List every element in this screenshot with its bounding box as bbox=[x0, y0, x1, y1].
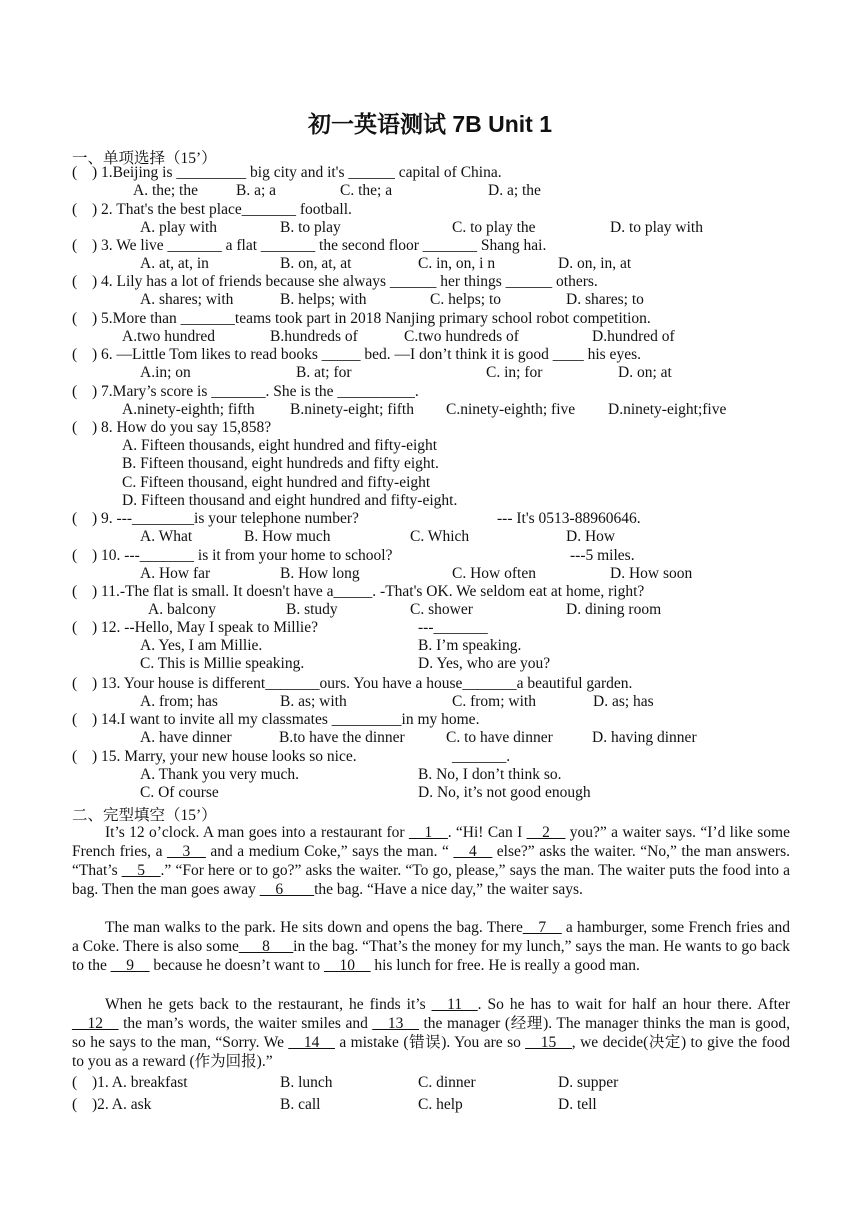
passage-text: his lunch for free. He is really a good man. bbox=[370, 957, 640, 974]
option-d[interactable]: D. How soon bbox=[610, 565, 693, 583]
answer-paren[interactable]: ( bbox=[72, 164, 78, 181]
answer-paren[interactable]: ( bbox=[72, 619, 78, 636]
option-d[interactable]: D. as; has bbox=[593, 693, 654, 711]
option-d[interactable]: D. tell bbox=[558, 1096, 597, 1113]
question-text: ) 5.More than _______teams took part in 2018 Nanjing primary school robot competition. bbox=[92, 310, 651, 327]
passage-text: The man walks to the park. He sits down and opens the bag. There bbox=[105, 919, 523, 936]
passage-text: It’s 12 o’clock. A man goes into a restaurant for bbox=[105, 824, 409, 841]
option-a[interactable]: )2. A. ask bbox=[92, 1096, 152, 1113]
passage-paragraph bbox=[72, 995, 790, 1071]
answer-paren[interactable]: ( bbox=[72, 273, 78, 290]
answer-paren[interactable]: ( bbox=[72, 1074, 78, 1091]
option-b[interactable]: B. I’m speaking. bbox=[418, 637, 522, 655]
option-a[interactable]: A. Yes, I am Millie. bbox=[140, 637, 263, 655]
question-text: ) 13. Your house is different_______ours. You have a house_______a beautiful garden. bbox=[92, 675, 633, 692]
answer-paren[interactable]: ( bbox=[72, 346, 78, 363]
option-d[interactable]: D. a; the bbox=[488, 182, 541, 200]
option-a[interactable]: A. balcony bbox=[148, 601, 217, 619]
question-11 bbox=[72, 583, 644, 601]
passage-text: because he doesn’t want to bbox=[149, 957, 324, 974]
option-c[interactable]: C.ninety-eighth; five bbox=[446, 401, 576, 419]
option-b[interactable]: B. a; a bbox=[236, 182, 277, 200]
cloze-blank[interactable]: __2__ bbox=[526, 824, 566, 841]
question-text: ) 8. How do you say 15,858? bbox=[92, 419, 272, 436]
option-b[interactable]: B. at; for bbox=[296, 364, 352, 382]
question-10 bbox=[72, 547, 392, 565]
option-a[interactable]: A. shares; with bbox=[140, 291, 234, 309]
option-c[interactable]: C. dinner bbox=[418, 1074, 476, 1091]
question-text: ) 6. —Little Tom likes to read books _____ bed. —I don’t think it is good ____ his eyes. bbox=[92, 346, 641, 363]
option-c[interactable]: C. Fifteen thousand, eight hundred and fifty-eight bbox=[122, 473, 431, 491]
question-extra-text: _______. bbox=[452, 748, 511, 765]
cloze-blank[interactable]: __4__ bbox=[453, 843, 493, 860]
passage-text: , we decide(决定) to give the food to you as a reward (作为回报).” bbox=[72, 1034, 790, 1070]
question-extra-text: ---_______ bbox=[418, 619, 488, 636]
option-a[interactable]: A. have dinner bbox=[140, 729, 232, 747]
option-d[interactable]: D. on, in, at bbox=[558, 255, 632, 273]
answer-paren[interactable]: ( bbox=[72, 675, 78, 692]
answer-paren[interactable]: ( bbox=[72, 1096, 78, 1113]
option-a[interactable]: A. How far bbox=[140, 565, 211, 583]
option-a[interactable]: A. Thank you very much. bbox=[140, 766, 299, 784]
passage-paragraph bbox=[72, 823, 790, 899]
cloze-blank[interactable]: __5__ bbox=[121, 862, 161, 879]
question-extra-text: --- It's 0513-88960646. bbox=[497, 510, 641, 527]
question-7 bbox=[72, 383, 419, 401]
passage-text: .” “For here or to go?” asks the waiter. “To go, please,” says the man. The waiter puts the food into a bag. Then the man goes away bbox=[72, 862, 790, 898]
cloze-blank[interactable]: __6____ bbox=[259, 881, 315, 898]
option-b[interactable]: B. on, at, at bbox=[280, 255, 352, 273]
option-c[interactable]: C. helps; to bbox=[430, 291, 502, 309]
cloze-blank[interactable]: __13__ bbox=[372, 1015, 419, 1032]
option-b[interactable]: B.hundreds of bbox=[270, 328, 358, 346]
cloze-blank[interactable]: ___8___ bbox=[238, 938, 294, 955]
cloze-blank[interactable]: __15__ bbox=[525, 1034, 572, 1051]
question-4 bbox=[72, 273, 598, 291]
cloze-question-2 bbox=[72, 1096, 151, 1114]
option-c[interactable]: C. Of course bbox=[140, 784, 219, 802]
cloze-blank[interactable]: __1__ bbox=[408, 824, 448, 841]
option-c[interactable]: C. shower bbox=[410, 601, 473, 619]
question-text: ) 11.-The flat is small. It doesn't have a_____. -That's OK. We seldom eat at home, right? bbox=[92, 583, 645, 600]
option-b[interactable]: B. No, I don’t think so. bbox=[418, 766, 562, 784]
option-c[interactable]: C. This is Millie speaking. bbox=[140, 655, 305, 673]
question-2 bbox=[72, 201, 352, 219]
option-c[interactable]: C. Which bbox=[410, 528, 470, 546]
cloze-blank[interactable]: __14__ bbox=[288, 1034, 335, 1051]
question-text: ) 1.Beijing is _________ big city and it's ______ capital of China. bbox=[92, 164, 502, 181]
option-d[interactable]: D. dining room bbox=[566, 601, 662, 619]
option-c[interactable]: C. How often bbox=[452, 565, 536, 583]
answer-paren[interactable]: ( bbox=[72, 383, 78, 400]
option-c[interactable]: C. help bbox=[418, 1096, 463, 1113]
option-b[interactable]: B.to have the dinner bbox=[279, 729, 405, 747]
option-a[interactable]: A. play with bbox=[140, 219, 218, 237]
option-d[interactable]: D. shares; to bbox=[566, 291, 644, 309]
cloze-blank[interactable]: __3__ bbox=[167, 843, 206, 860]
option-b[interactable]: B. Fifteen thousand, eight hundreds and fifty eight. bbox=[122, 455, 439, 473]
option-a[interactable]: A. What bbox=[140, 528, 193, 546]
passage-text: and a medium Coke,” says the man. “ bbox=[205, 843, 454, 860]
option-b[interactable]: B. helps; with bbox=[280, 291, 367, 309]
option-b[interactable]: B. to play bbox=[280, 219, 341, 237]
option-c[interactable]: C. in; for bbox=[486, 364, 543, 382]
question-extra-text: ---5 miles. bbox=[570, 547, 635, 564]
option-c[interactable]: C. in, on, i n bbox=[418, 255, 496, 273]
option-d[interactable]: D. Fifteen thousand and eight hundred and fifty-eight. bbox=[122, 491, 458, 509]
question-1 bbox=[72, 164, 502, 182]
page-title: 初一英语测试 7B Unit 1 bbox=[307, 111, 553, 137]
answer-paren[interactable]: ( bbox=[72, 583, 78, 600]
answer-paren[interactable]: ( bbox=[72, 711, 78, 728]
question-6 bbox=[72, 346, 641, 364]
passage-text: When he gets back to the restaurant, he finds it’s bbox=[105, 996, 432, 1013]
cloze-blank[interactable]: __9__ bbox=[110, 957, 150, 974]
option-b[interactable]: B. as; with bbox=[280, 693, 347, 711]
question-9 bbox=[72, 510, 359, 528]
passage-text: the manager (经理). The manager thinks the man is good, so he says to the man, “Sorry. We bbox=[72, 1015, 790, 1051]
option-b[interactable]: B. call bbox=[280, 1096, 321, 1113]
passage-text: a mistake (错误). You are so bbox=[334, 1034, 526, 1051]
option-d[interactable]: D. No, it’s not good enough bbox=[418, 784, 591, 802]
option-b[interactable]: B. lunch bbox=[280, 1074, 333, 1091]
option-a[interactable]: A. from; has bbox=[140, 693, 218, 711]
passage-text: you?” a waiter says. “I’d like some French fries, a bbox=[72, 824, 790, 860]
question-5 bbox=[72, 310, 651, 328]
cloze-blank[interactable]: __11__ bbox=[431, 996, 478, 1013]
option-d[interactable]: D. having dinner bbox=[592, 729, 697, 747]
option-d[interactable]: D. to play with bbox=[610, 219, 703, 237]
option-a[interactable]: A. at, at, in bbox=[140, 255, 209, 273]
question-13 bbox=[72, 675, 632, 693]
option-a[interactable]: A.in; on bbox=[140, 364, 191, 382]
passage-text: in the bag. “That’s the money for my lunch,” says the man. He wants to go back to the bbox=[72, 938, 790, 974]
option-d[interactable]: D. How bbox=[566, 528, 616, 546]
passage-paragraph bbox=[72, 918, 790, 975]
option-d[interactable]: D. supper bbox=[558, 1074, 619, 1091]
passage-text: the bag. “Have a nice day,” the waiter says. bbox=[314, 881, 583, 898]
passage-text: a hamburger, some French fries and a Coke. There is also some bbox=[72, 919, 790, 955]
section-heading-multiple-choice: 一、单项选择（15’） bbox=[72, 150, 217, 167]
answer-paren[interactable]: ( bbox=[72, 547, 78, 564]
cloze-blank[interactable]: __10__ bbox=[323, 957, 371, 974]
question-text: ) 2. That's the best place_______ football. bbox=[92, 201, 352, 218]
question-3 bbox=[72, 237, 546, 255]
option-c[interactable]: C. to have dinner bbox=[446, 729, 553, 747]
question-text: ) 4. Lily has a lot of friends because she always ______ her things ______ others. bbox=[92, 273, 598, 290]
question-text: ) 14.I want to invite all my classmates _________in my home. bbox=[92, 711, 480, 728]
option-c[interactable]: C. to play the bbox=[452, 219, 536, 237]
cloze-blank[interactable]: __7__ bbox=[522, 919, 562, 936]
question-text: ) 12. --Hello, May I speak to Millie? bbox=[92, 619, 318, 636]
question-text: ) 10. ---_______ is it from your home to school? bbox=[92, 547, 393, 564]
option-a[interactable]: A.two hundred bbox=[122, 328, 215, 346]
option-c[interactable]: C. the; a bbox=[340, 182, 393, 200]
passage-text: . “Hi! Can I bbox=[447, 824, 527, 841]
option-d[interactable]: D.ninety-eight;five bbox=[608, 401, 727, 419]
answer-paren[interactable]: ( bbox=[72, 419, 78, 436]
question-14 bbox=[72, 711, 479, 729]
option-a[interactable]: A. Fifteen thousands, eight hundred and fifty-eight bbox=[122, 437, 438, 455]
question-15 bbox=[72, 748, 357, 766]
question-text: ) 3. We live _______ a flat _______ the second floor _______ Shang hai. bbox=[92, 237, 547, 254]
answer-paren[interactable]: ( bbox=[72, 748, 78, 765]
answer-paren[interactable]: ( bbox=[72, 510, 78, 527]
question-text: ) 15. Marry, your new house looks so nice. bbox=[92, 748, 357, 765]
passage-text: . So he has to wait for half an hour there. After bbox=[477, 996, 790, 1013]
passage-text: else?” asks the waiter. “No,” the man answers. “That’s bbox=[72, 843, 790, 879]
option-a[interactable]: A.ninety-eighth; fifth bbox=[122, 401, 255, 419]
question-text: ) 9. ---________is your telephone number? bbox=[92, 510, 359, 527]
option-d[interactable]: D. Yes, who are you? bbox=[418, 655, 551, 673]
option-a[interactable]: )1. A. breakfast bbox=[92, 1074, 188, 1091]
cloze-question-1 bbox=[72, 1074, 188, 1092]
answer-paren[interactable]: ( bbox=[72, 237, 78, 254]
option-d[interactable]: D. on; at bbox=[618, 364, 672, 382]
passage-text: the man’s words, the waiter smiles and bbox=[118, 1015, 373, 1032]
option-b[interactable]: B.ninety-eight; fifth bbox=[290, 401, 414, 419]
option-b[interactable]: B. How much bbox=[244, 528, 331, 546]
option-d[interactable]: D.hundred of bbox=[592, 328, 675, 346]
question-12 bbox=[72, 619, 318, 637]
option-c[interactable]: C.two hundreds of bbox=[404, 328, 519, 346]
answer-paren[interactable]: ( bbox=[72, 201, 78, 218]
section-heading-cloze: 二、完型填空（15’） bbox=[72, 807, 217, 824]
question-8 bbox=[72, 419, 271, 437]
option-a[interactable]: A. the; the bbox=[133, 182, 198, 200]
option-b[interactable]: B. study bbox=[286, 601, 338, 619]
option-b[interactable]: B. How long bbox=[280, 565, 360, 583]
question-text: ) 7.Mary’s score is _______. She is the __________. bbox=[92, 383, 419, 400]
cloze-blank[interactable]: __12__ bbox=[72, 1015, 119, 1032]
answer-paren[interactable]: ( bbox=[72, 310, 78, 327]
option-c[interactable]: C. from; with bbox=[452, 693, 536, 711]
